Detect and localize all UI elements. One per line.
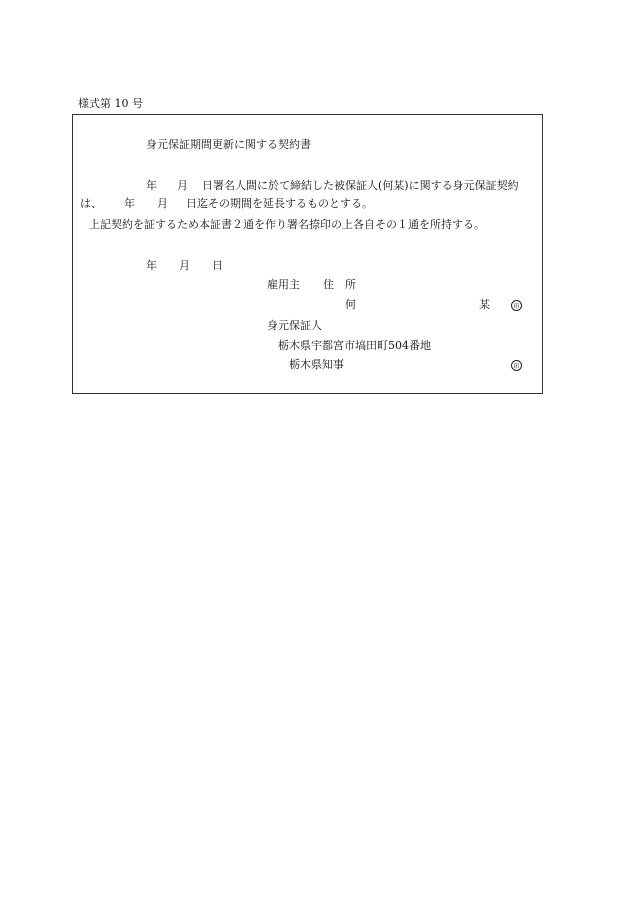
guarantor-seal-label: 印 bbox=[513, 362, 520, 370]
employer-label: 雇用主 bbox=[267, 278, 300, 291]
guarantor-name: 栃木県知事 bbox=[289, 358, 344, 371]
body-line1-text: 日署名人間に於て締結した被保証人(何某)に関する身元保証契約 bbox=[202, 179, 519, 192]
body-line2-year: 年 bbox=[124, 197, 135, 210]
employer-name-2: 某 bbox=[479, 298, 490, 311]
guarantor-seal-icon bbox=[511, 359, 522, 371]
employer-name-1: 何 bbox=[345, 298, 356, 311]
guarantor-label: 身元保証人 bbox=[267, 319, 322, 332]
body-line1-year: 年 bbox=[146, 179, 157, 192]
body-line2-start: は、 bbox=[80, 197, 102, 210]
employer-seal-icon bbox=[511, 299, 522, 311]
body-line2-month: 月 bbox=[157, 197, 168, 210]
body-line1-month: 月 bbox=[177, 179, 188, 192]
guarantor-address: 栃木県宇都宮市塙田町504番地 bbox=[278, 339, 431, 352]
document-frame bbox=[72, 114, 543, 394]
employer-seal-label: 印 bbox=[513, 302, 520, 310]
document-title: 身元保証期間更新に関する契約書 bbox=[146, 138, 311, 151]
body-line3-text: 上記契約を証するため本証書２通を作り署名捺印の上各自その１通を所持する。 bbox=[89, 218, 485, 231]
date-year: 年 bbox=[146, 259, 157, 272]
employer-address-label-1: 住 bbox=[323, 278, 334, 291]
body-line2-text: 日迄その期間を延長するものとする。 bbox=[186, 197, 373, 210]
employer-address-label-2: 所 bbox=[345, 278, 356, 291]
form-number: 様式第 10 号 bbox=[78, 97, 143, 110]
date-day: 日 bbox=[212, 259, 223, 272]
date-month: 月 bbox=[179, 259, 190, 272]
